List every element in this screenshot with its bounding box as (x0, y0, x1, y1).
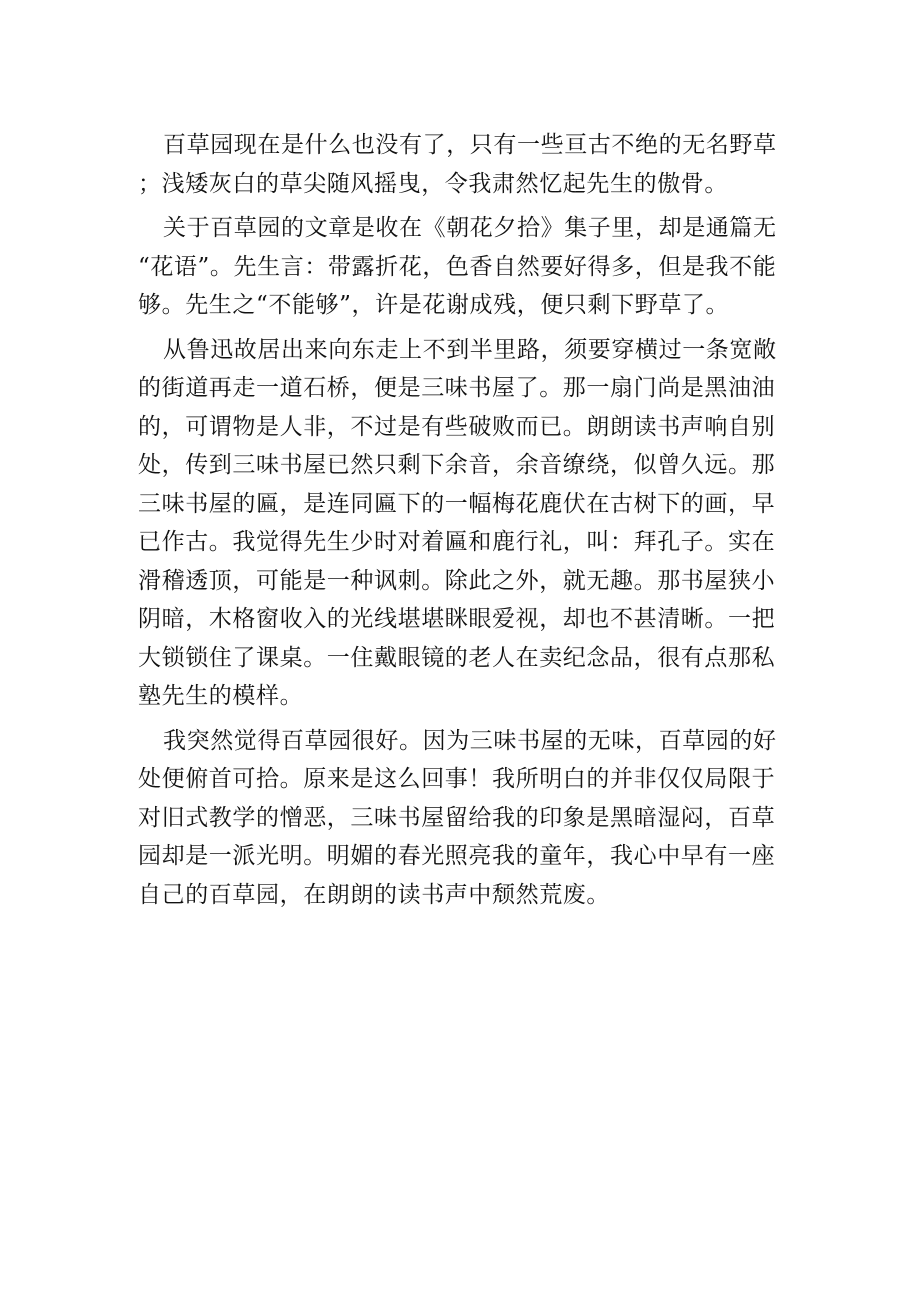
paragraph-3: 从鲁迅故居出来向东走上不到半里路，须要穿横过一条宽敞的街道再走一道石桥，便是三味书屋了。那一扇门尚是黑油油的，可谓物是人非，不过是有些破败而已。朗朗读书声响自别处，传到三味书屋已然只剩下余音，余音缭绕，似曾久远。那三味书屋的匾，是连同匾下的一幅梅花鹿伏在古树下的画，早已作古。我觉得先生少时对着匾和鹿行礼，叫：拜孔子。实在滑稽透顶，可能是一种讽刺。除此之外，就无趣。那书屋狭小阴暗，木格窗收入的光线堪堪眯眼爱视，却也不甚清晰。一把大锁锁住了课桌。一住戴眼镜的老人在卖纪念品，很有点那私塾先生的模样。 (138, 336, 777, 709)
paragraph-4: 我突然觉得百草园很好。因为三味书屋的无味，百草园的好处便俯首可拾。原来是这么回事！我所明白的并非仅仅局限于对旧式教学的憎恶，三味书屋留给我的印象是黑暗湿闷，百草园却是一派光明。明媚的春光照亮我的童年，我心中早有一座自己的百草园，在朗朗的读书声中颓然荒废。 (138, 727, 777, 908)
paragraph-1: 百草园现在是什么也没有了，只有一些亘古不绝的无名野草；浅矮灰白的草尖随风摇曳，令我肃然忆起先生的傲骨。 (138, 132, 777, 197)
paragraph-2: 关于百草园的文章是收在《朝花夕拾》集子里，却是通篇无“花语”。先生言：带露折花，色香自然要好得多，但是我不能够。先生之“不能够”，许是花谢成残，便只剩下野草了。 (138, 215, 777, 318)
document-body (138, 126, 788, 914)
